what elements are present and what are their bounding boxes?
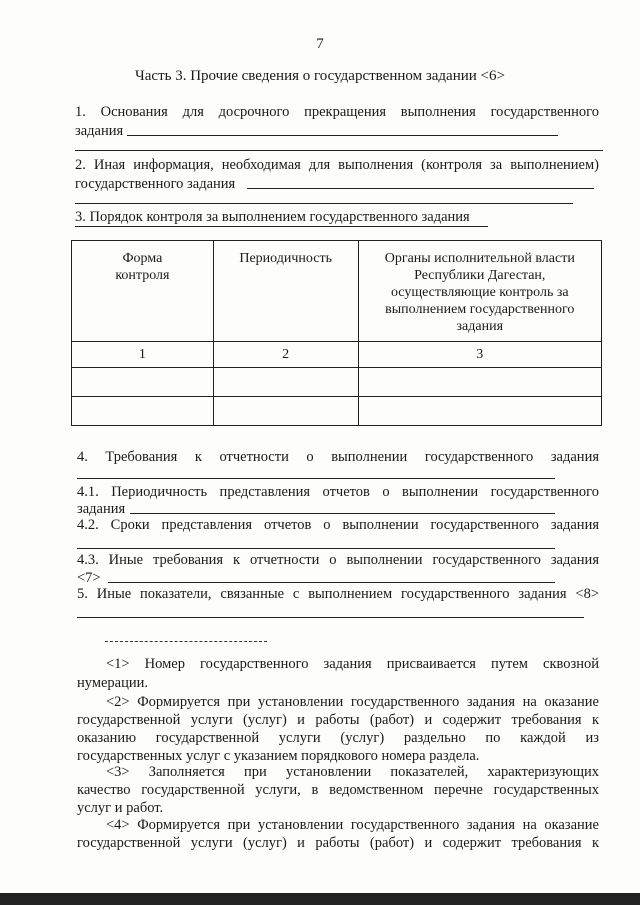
footnote-4-line2: государственной услуги (услуг) и работы (работ) и содержит требования к bbox=[77, 835, 599, 851]
section3-underline bbox=[75, 226, 488, 227]
header-periodicity: Периодичность bbox=[213, 241, 358, 342]
footnote-3-line3: услуг и работ. bbox=[77, 800, 164, 816]
section2-line2: государственного задания bbox=[75, 176, 236, 192]
section43-fill-line bbox=[108, 582, 555, 583]
section5-fill-line bbox=[77, 617, 584, 618]
section1-line2: задания bbox=[75, 123, 124, 139]
footnote-4-line1: <4> Формируется при установлении государственного задания на оказание bbox=[106, 817, 599, 833]
section42-line: 4.2. Сроки представления отчетов о выполнении государственного задания bbox=[77, 517, 599, 533]
section3-heading: 3. Порядок контроля за выполнением государственного задания bbox=[75, 209, 470, 225]
section5-heading: 5. Иные показатели, связанные с выполнением государственного задания <8> bbox=[77, 586, 599, 602]
column-number-3: 3 bbox=[358, 342, 601, 368]
control-table bbox=[71, 240, 602, 426]
table-empty-row bbox=[72, 368, 602, 397]
footnote-separator bbox=[105, 641, 267, 642]
section43-line1: 4.3. Иные требования к отчетности о выполнении государственного задания bbox=[77, 552, 599, 568]
part-title: Часть 3. Прочие сведения о государственном задании <6> bbox=[135, 68, 505, 84]
footnote-2-line2: государственной услуги (услуг) и работы (работ) и содержит требования к bbox=[77, 712, 599, 728]
table-cell bbox=[72, 397, 214, 426]
column-number-1: 1 bbox=[72, 342, 214, 368]
section41-line1: 4.1. Периодичность представления отчетов о выполнении государственного bbox=[77, 484, 599, 500]
section2-fill-line-2 bbox=[75, 203, 573, 204]
section42-fill-line bbox=[77, 548, 555, 549]
footnote-2-line4: государственных услуг с указанием порядкового номера раздела. bbox=[77, 748, 480, 764]
section1-fill-line-2 bbox=[75, 150, 603, 151]
section43-line2: <7> bbox=[77, 570, 101, 586]
header-control-bodies: Органы исполнительной власти Республики Дагестан, осуществляющие контроль за выполнением государственного задания bbox=[358, 241, 601, 342]
header-form-of-control: Форма контроля bbox=[72, 241, 214, 342]
footnote-1-line2: нумерации. bbox=[77, 675, 149, 691]
table-cell bbox=[358, 397, 601, 426]
table-number-row bbox=[72, 342, 602, 368]
section2-line1: 2. Иная информация, необходимая для выполнения (контроля за выполнением) bbox=[75, 157, 599, 173]
column-number-2: 2 bbox=[213, 342, 358, 368]
table-cell bbox=[213, 368, 358, 397]
footnote-3-line1: <3> Заполняется при установлении показателей, характеризующих bbox=[106, 764, 599, 780]
section4-fill-line bbox=[77, 478, 555, 479]
table-cell bbox=[213, 397, 358, 426]
section1-line1: 1. Основания для досрочного прекращения выполнения государственного bbox=[75, 104, 599, 120]
table-cell bbox=[358, 368, 601, 397]
section1-fill-line bbox=[127, 135, 558, 136]
footnote-2-line1: <2> Формируется при установлении государственного задания на оказание bbox=[106, 694, 599, 710]
table-cell bbox=[72, 368, 214, 397]
section2-fill-line bbox=[247, 188, 594, 189]
section41-line2: задания bbox=[77, 501, 126, 517]
table-empty-row bbox=[72, 397, 602, 426]
table-header-row bbox=[72, 241, 602, 342]
section41-fill-line bbox=[130, 513, 555, 514]
scan-bottom-edge bbox=[0, 893, 640, 905]
section4-heading: 4. Требования к отчетности о выполнении государственного задания bbox=[77, 449, 599, 465]
footnote-3-line2: качество государственной услуги, в ведомственном перечне государственных bbox=[77, 782, 599, 798]
footnote-2-line3: оказанию государственной услуги (услуг) раздельно по каждой из bbox=[77, 730, 599, 746]
page-number: 7 bbox=[316, 36, 324, 52]
footnote-1-line1: <1> Номер государственного задания присваивается путем сквозной bbox=[106, 656, 599, 672]
